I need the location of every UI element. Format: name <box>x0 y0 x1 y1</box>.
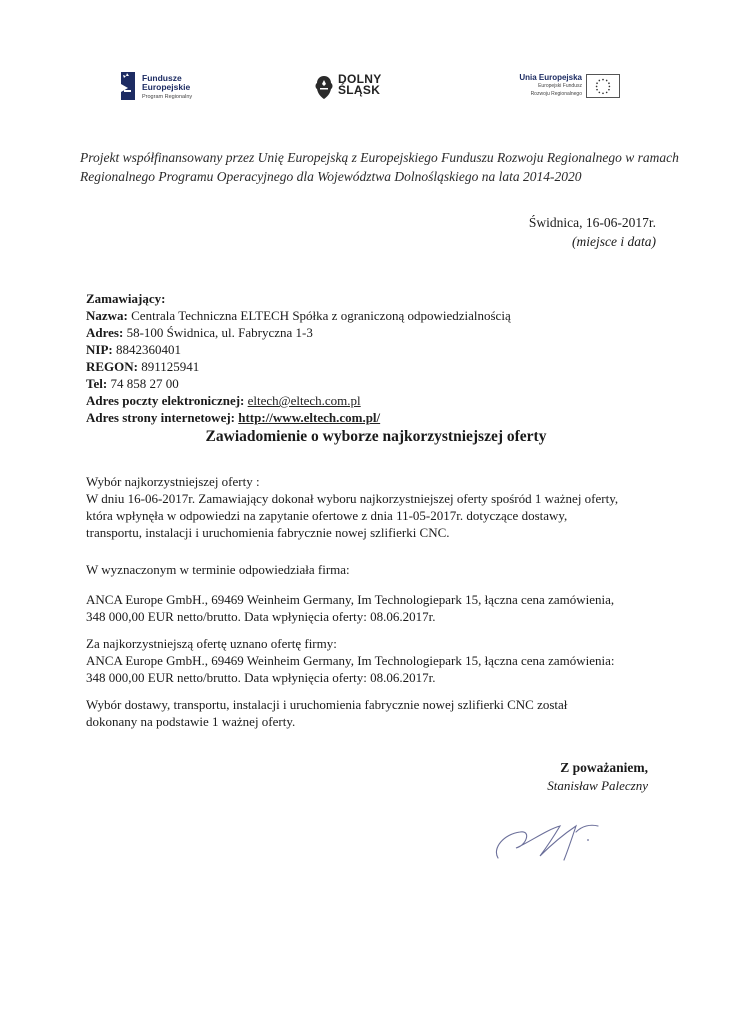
eu-flag-icon <box>586 74 620 98</box>
body-line: W dniu 16-06-2017r. Zamawiający dokonał wyboru najkorzystniejszej oferty spośród 1 ważnej oferty, <box>86 491 619 506</box>
handwritten-signature-icon <box>486 796 616 876</box>
ue-line3: Rozwoju Regionalnego <box>530 91 582 97</box>
buyer-block <box>86 290 511 426</box>
paragraph-respondent <box>86 591 662 625</box>
body-line: która wpłynęła w odpowiedzi na zapytanie ofertowe z dnia 11-05-2017r. dotyczące dostawy, <box>86 508 568 523</box>
fundusze-line1: Fundusze <box>142 73 182 83</box>
name-label: Nazwa: <box>86 308 128 323</box>
body-line: ANCA Europe GmbH., 69469 Weinheim Germany, Im Technologiepark 15, łączna cena zamówienia, <box>86 592 615 607</box>
regon-value: 891125941 <box>138 359 200 374</box>
fundusze-europejskie-star-icon <box>118 70 138 102</box>
address-label: Adres: <box>86 325 124 340</box>
ue-line1: Unia Europejska <box>519 73 582 82</box>
ue-line2: Europejski Fundusz <box>538 83 582 89</box>
place-date: Świdnica, 16-06-2017r. <box>528 215 656 230</box>
body-line: ANCA Europe GmbH., 69469 Weinheim Germany, Im Technologiepark 15, łączna cena zamówienia: <box>86 653 615 668</box>
name-value: Centrala Techniczna ELTECH Spółka z ograniczoną odpowiedzialnością <box>127 308 511 323</box>
body-line: W wyznaczonym w terminie odpowiedziała firma: <box>86 562 350 577</box>
body-line: transportu, instalacji i uruchomienia fabrycznie nowej szlifierki CNC. <box>86 525 450 540</box>
email-link[interactable]: eltech@eltech.com.pl <box>247 393 361 408</box>
tel-label: Tel: <box>86 376 108 391</box>
body-line: dokonany na podstawie 1 ważnej oferty. <box>86 714 296 729</box>
body-line: 348 000,00 EUR netto/brutto. Data wpłynięcia oferty: 08.06.2017r. <box>86 670 436 685</box>
buyer-title: Zamawiający: <box>86 291 166 306</box>
website-link[interactable]: http://www.eltech.com.pl/ <box>238 410 381 425</box>
dolny-slask-logo <box>314 72 404 106</box>
fundusze-europejskie-logo <box>118 70 228 110</box>
fundusze-line2: Europejskie <box>142 82 191 92</box>
dolny-slask-line1: DOLNY <box>338 72 382 86</box>
body-line: Za najkorzystniejszą ofertę uznano ofertę firmy: <box>86 636 337 651</box>
paragraph-selection <box>86 473 662 541</box>
closing-regards: Z poważaniem, <box>560 760 648 775</box>
www-label: Adres strony internetowej: <box>86 410 235 425</box>
regon-label: REGON: <box>86 359 138 374</box>
eagle-crest-icon <box>314 74 334 100</box>
address-value: 58-100 Świdnica, ul. Fabryczna 1-3 <box>123 325 313 340</box>
body-line: 348 000,00 EUR netto/brutto. Data wpłynięcia oferty: 08.06.2017r. <box>86 609 436 624</box>
eu-logo <box>506 72 624 108</box>
email-label: Adres poczty elektronicznej: <box>86 393 245 408</box>
body-line: Wybór dostawy, transportu, instalacji i uruchomienia fabrycznie nowej szlifierki CNC został <box>86 697 568 712</box>
place-date-block <box>529 213 656 251</box>
paragraph-winner <box>86 635 662 686</box>
signer-name: Stanisław Paleczny <box>547 778 648 793</box>
place-date-caption: (miejsce i data) <box>572 234 656 249</box>
project-funding-note: Projekt współfinansowany przez Unię Europejską z Europejskiego Funduszu Rozwoju Regionalnego w ramach Regionalnego Programu Operacyjnego dla Województwa Dolnośląskiego na lata 2014-2020 <box>80 150 679 184</box>
paragraph-respondent-intro <box>86 561 662 578</box>
paragraph-summary <box>86 696 662 730</box>
body-line: Wybór najkorzystniejszej oferty : <box>86 474 260 489</box>
fundusze-line3: Program Regionalny <box>142 94 193 100</box>
nip-value: 8842360401 <box>112 342 181 357</box>
tel-value: 74 858 27 00 <box>107 376 179 391</box>
nip-label: NIP: <box>86 342 113 357</box>
dolny-slask-line2: ŚLĄSK <box>338 83 381 97</box>
document-heading: Zawiadomienie o wyborze najkorzystniejszej oferty <box>205 428 547 445</box>
